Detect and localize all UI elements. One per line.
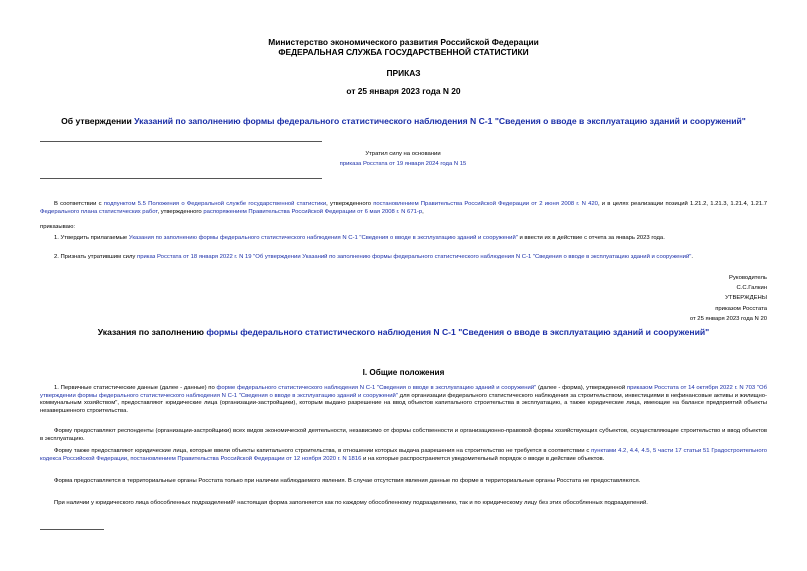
status-note xyxy=(300,151,506,169)
agency-name: ФЕДЕРАЛЬНАЯ СЛУЖБА ГОСУДАРСТВЕННОЙ СТАТИСТИКИ xyxy=(278,47,529,57)
signer-role: Руководитель xyxy=(729,275,767,281)
preamble-link-plan[interactable]: Федерального плана статистических работ xyxy=(40,208,158,215)
preamble-paragraph xyxy=(40,201,767,216)
preamble-text: , утвержденного xyxy=(157,208,204,215)
paragraph-text: Форма предоставляется в территориальные органы Росстата только при наличии наблюдаемого явления. В случае отсутствия явления данные по форме в территориальные органы Росстата не предоставляются. xyxy=(54,478,641,484)
ministry-name: Министерство экономического развития Российской Федерации xyxy=(268,37,539,47)
paragraph-text: (далее - форма), утвержденной xyxy=(536,385,627,391)
item-text: 1. Утвердить прилагаемые xyxy=(54,235,129,241)
section-heading: I. Общие положения xyxy=(362,368,445,377)
status-note-text: Утратил силу на основании xyxy=(365,151,441,157)
item2-link[interactable]: приказ Росстата от 18 января 2022 г. N 19 "Об утверждении Указаний по заполнению формы федерального статистического наблюдения N С-1 "Сведения о вводе в эксплуатацию зданий и сооружений" xyxy=(137,254,692,260)
divider-bottom xyxy=(40,178,322,179)
preamble-link-regulation[interactable]: подпунктом 5.5 Положения о Федеральной службе государственной статистики xyxy=(103,201,327,207)
section-paragraph-4 xyxy=(40,478,767,486)
preamble-link-order[interactable]: распоряжением Правительства Российской Федерации от 6 мая 2008 г. N 671-р xyxy=(203,208,423,215)
approval-order-link[interactable]: приказом Росстата от 14 октября 2022 г. N 703 "Об утверждении формы федерального статистического наблюдения N С-1 "Сведения о вводе в эксплуатацию зданий и сооружений" xyxy=(40,385,767,399)
status-note-link[interactable]: приказа Росстата от 19 января 2024 года N 15 xyxy=(339,161,467,168)
instructions-title-link[interactable]: формы федерального статистического наблюдения N С-1 "Сведения о вводе в эксплуатацию зданий и сооружений" xyxy=(206,327,710,337)
instructions-title xyxy=(0,327,807,337)
instructions-title-prefix: Указания по заполнению xyxy=(97,327,207,337)
section-paragraph-1 xyxy=(40,385,767,415)
signature-block xyxy=(690,273,767,324)
order-word: приказываю: xyxy=(40,224,76,230)
approved-label: УТВЕРЖДЕНЫ xyxy=(725,295,767,302)
paragraph-text: , xyxy=(127,455,131,462)
paragraph-text: для организации федерального статистического наблюдения за строительством, инвестициями в нефинансовые активы и жилищно-коммунальным хозяйством", предоставляют юридические лица (организации-застройщики), которым выдано разрешение на ввод объектов капитального строительства в эксплуатацию, а также юридические лица, имеющие на балансе предприятий объекты незавершенного строительства. xyxy=(40,392,768,414)
title-link[interactable]: Указаний по заполнению формы федерального статистического наблюдения N С-1 "Сведения о вводе в эксплуатацию зданий и сооружений" xyxy=(134,116,746,126)
paragraph-text: Форму также предоставляют юридические лица, которые ввели объекты капитального строительства, в отношении которых выдача разрешения на строительство не требуется в соответствии с xyxy=(54,448,592,454)
paragraph-text: и на которые распространяется уведомительный порядок о вводе в действие объектов. xyxy=(361,455,605,462)
item-text: 2. Признать утратившим силу xyxy=(54,254,137,260)
approved-order-date: от 25 января 2023 года N 20 xyxy=(689,315,767,322)
footnote-divider xyxy=(40,529,104,530)
section-paragraph-2 xyxy=(40,428,767,443)
preamble-text: , и в целях реализации позиций 1.21.2, 1.21.3, 1.21.4, 1.21.7 xyxy=(597,201,768,207)
section-paragraph-5 xyxy=(40,500,767,508)
paragraph-text: 1. Первичные статистические данные (далее - данные) по xyxy=(54,385,217,391)
order-item-1 xyxy=(40,235,767,243)
approved-by-order: приказом Росстата xyxy=(715,305,767,312)
government-decree-link[interactable]: постановлением Правительства Российской Федерации от 12 ноября 2020 г. N 1816 xyxy=(130,455,362,462)
item-text: и ввести их в действие с отчета за январь 2023 года. xyxy=(517,235,665,241)
divider-top xyxy=(40,141,322,142)
section-paragraph-3 xyxy=(40,448,767,463)
document-date: от 25 января 2023 года N 20 xyxy=(346,86,461,96)
preamble-text: , утвержденного xyxy=(326,201,374,207)
form-link[interactable]: форме федерального статистического наблюдения N С-1 "Сведения о вводе в эксплуатацию зданий и сооружений" xyxy=(216,385,537,391)
item-text: . xyxy=(691,254,693,260)
preamble-link-decree[interactable]: постановлением Правительства Российской Федерации от 2 июня 2008 г. N 420 xyxy=(373,201,598,207)
document-type: ПРИКАЗ xyxy=(386,68,421,78)
signer-name: С.С.Галкин xyxy=(736,285,767,292)
preamble-text: , xyxy=(422,208,424,215)
preamble-text: В соответствии с xyxy=(54,201,104,207)
order-item-2 xyxy=(40,254,767,262)
document-title xyxy=(0,116,807,126)
paragraph-text: Форму предоставляют респонденты (организации-застройщики) всех видов экономической деятельности, независимо от формы собственности и организационно-правовой формы хозяйствующих субъектов, осуществляющие строительство и ввод объектов в эксплуатацию. xyxy=(40,428,767,442)
title-prefix: Об утверждении xyxy=(61,116,135,126)
code-link[interactable]: пунктами 4.2, 4.4, 4.5, 5 части 17 статьи 51 Градостроительного кодекса Российской Федерации xyxy=(40,448,768,462)
paragraph-text: При наличии у юридического лица обособленных подразделений¹ настоящая форма заполняется как по каждому обособленному подразделению, так и по юридическому лицу без этих обособленных подразделений. xyxy=(54,500,648,506)
item1-link[interactable]: Указания по заполнению формы федерального статистического наблюдения N С-1 "Сведения о вводе в эксплуатацию зданий и сооружений" xyxy=(128,235,518,241)
